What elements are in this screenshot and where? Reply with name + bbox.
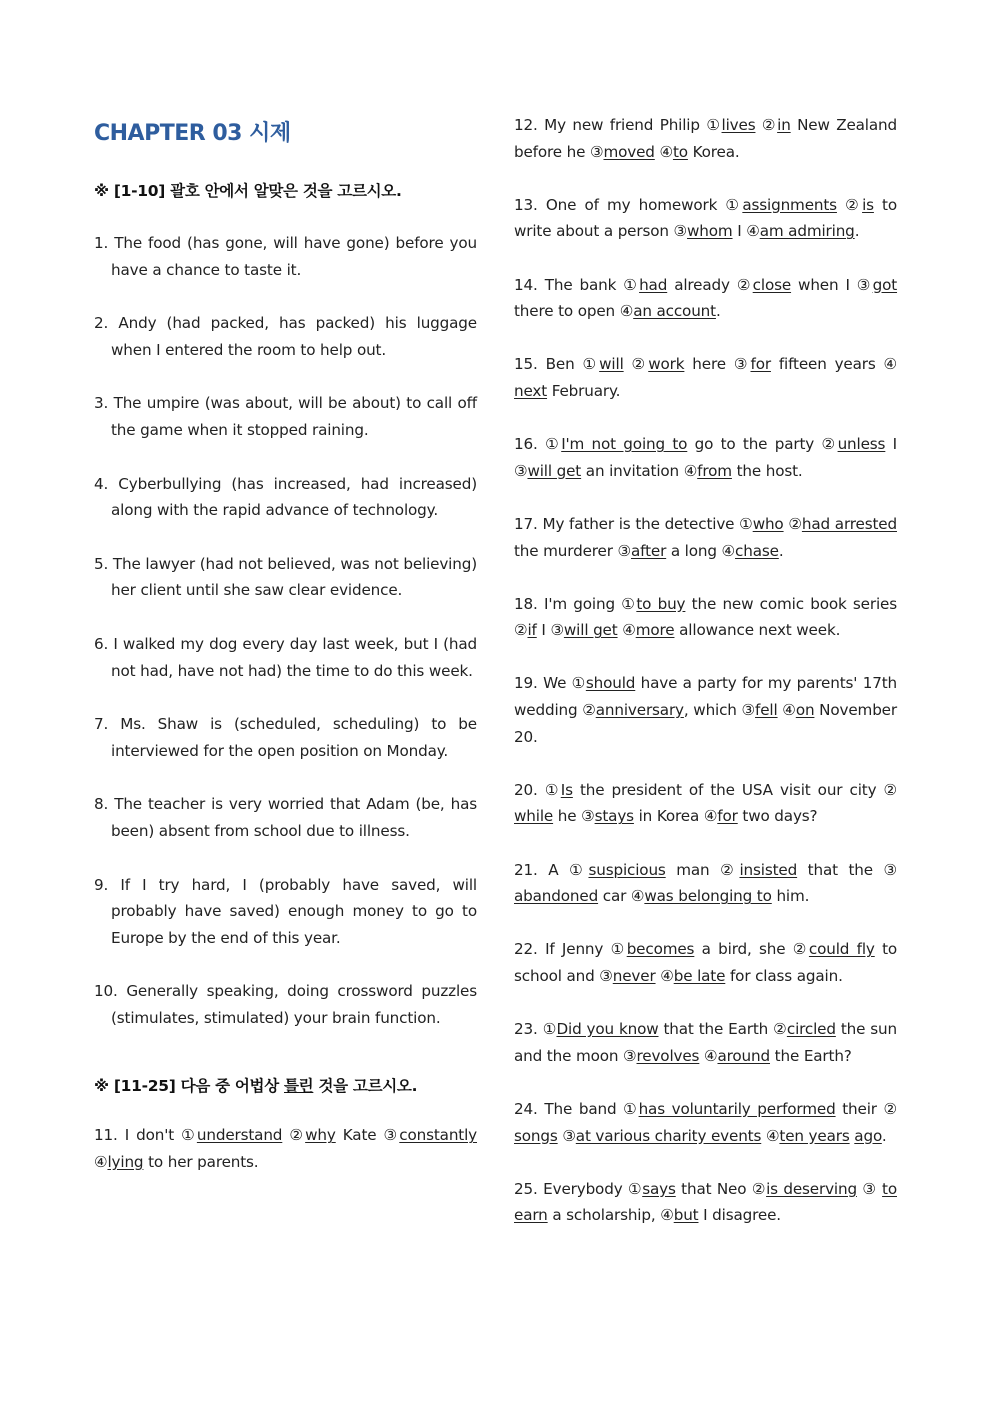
question-text: The food (has gone, will have gone) before you have a chance to taste it. bbox=[111, 234, 477, 279]
underlined-option: constantly bbox=[399, 1126, 478, 1145]
question-text: The lawyer (had not believed, was not believing) her client until she saw clear evidence. bbox=[111, 554, 477, 600]
question-text: Kate bbox=[335, 1126, 384, 1145]
question-item bbox=[514, 1176, 897, 1229]
question-text: I don't bbox=[124, 1126, 182, 1145]
question-item bbox=[94, 711, 477, 764]
underlined-option: got bbox=[872, 275, 898, 294]
question-number: 3. bbox=[94, 394, 109, 413]
question-text: I bbox=[732, 222, 747, 241]
question-text: he bbox=[553, 807, 582, 826]
option-marker: ② bbox=[514, 621, 528, 640]
question-text: that the Earth bbox=[658, 1020, 774, 1039]
option-marker: ④ bbox=[660, 1206, 674, 1225]
option-marker: ④ bbox=[94, 1153, 108, 1172]
section-heading-1-10 bbox=[94, 178, 477, 204]
question-item bbox=[514, 857, 897, 910]
underlined-option: around bbox=[717, 1046, 770, 1065]
question-number: 23. bbox=[514, 1020, 538, 1039]
option-marker: ④ bbox=[660, 967, 674, 985]
question-text: that Neo bbox=[675, 1179, 752, 1198]
option-marker: ① bbox=[545, 435, 562, 454]
question-number: 21. bbox=[514, 860, 538, 879]
question-text: car bbox=[598, 887, 631, 906]
underlined-option: says bbox=[642, 1179, 676, 1198]
question-text: . bbox=[881, 1126, 887, 1145]
question-text: I walked my dog every day last week, but I (had not had, have not had) the time to do this week. bbox=[111, 634, 477, 680]
chapter-title: CHAPTER 03 시제 bbox=[94, 121, 291, 146]
underlined-option: whom bbox=[687, 222, 733, 241]
option-marker: ① bbox=[621, 594, 637, 613]
option-marker: ② bbox=[720, 860, 740, 879]
question-number: 7. bbox=[94, 715, 109, 734]
left-column bbox=[94, 112, 477, 1203]
question-text: Ms. Shaw is (scheduled, scheduling) to be interviewed for the open position on Monday. bbox=[111, 715, 477, 760]
question-text: Ben bbox=[545, 355, 583, 374]
question-item bbox=[514, 192, 897, 245]
option-marker: ② bbox=[792, 940, 809, 959]
question-text: . bbox=[715, 302, 721, 321]
question-text: , which bbox=[683, 701, 742, 720]
option-marker: ② bbox=[631, 355, 649, 374]
option-marker: ① bbox=[610, 940, 627, 959]
option-marker: ③ bbox=[883, 860, 897, 879]
underlined-option: in bbox=[777, 116, 791, 134]
underlined-option: while bbox=[514, 807, 554, 826]
error-question-list-right bbox=[514, 112, 897, 1229]
question-number: 16. bbox=[514, 435, 538, 454]
question-text: the Earth? bbox=[770, 1046, 852, 1065]
underlined-option: for bbox=[750, 355, 771, 374]
question-number: 11. bbox=[94, 1126, 118, 1145]
question-item bbox=[514, 511, 897, 564]
underlined-option: more bbox=[635, 621, 675, 640]
option-marker: ① bbox=[739, 514, 753, 533]
question-text: to write about a person bbox=[514, 195, 898, 241]
question-item bbox=[514, 112, 897, 165]
question-text: there to open bbox=[514, 302, 620, 321]
underlined-option: fell bbox=[755, 701, 778, 720]
underlined-option: has voluntarily performed bbox=[638, 1099, 836, 1118]
option-marker: ④ bbox=[619, 302, 634, 321]
underlined-option: becomes bbox=[626, 940, 695, 959]
underlined-option: an account bbox=[633, 302, 716, 321]
option-marker: ④ bbox=[782, 701, 796, 720]
question-item bbox=[94, 1122, 477, 1175]
question-text: two days? bbox=[737, 807, 818, 826]
question-text: to school and bbox=[514, 940, 898, 985]
error-question-list-left bbox=[94, 1122, 477, 1175]
question-text: The band bbox=[544, 1099, 624, 1118]
question-text: New Zealand before he bbox=[514, 116, 897, 161]
underlined-option: am admiring bbox=[759, 222, 855, 241]
section-instruction-emphasis: 틀린 bbox=[284, 1077, 314, 1096]
question-text: Everybody bbox=[543, 1179, 628, 1198]
underlined-option: understand bbox=[196, 1126, 283, 1145]
underlined-option: unless bbox=[837, 435, 886, 454]
question-item bbox=[514, 591, 897, 644]
question-item bbox=[514, 431, 897, 484]
question-number: 6. bbox=[94, 634, 109, 653]
question-number: 1. bbox=[94, 234, 109, 252]
option-marker: ③ bbox=[856, 275, 873, 294]
question-text: a bird, she bbox=[694, 940, 793, 959]
question-text: If I try hard, I (probably have saved, will probably have saved) enough money to go to Europe by the end of this year. bbox=[111, 875, 477, 947]
question-text: the sun and the moon bbox=[514, 1020, 897, 1065]
question-text: when I bbox=[791, 275, 857, 294]
option-marker: ④ bbox=[883, 355, 898, 374]
underlined-option: anniversary bbox=[595, 701, 684, 720]
underlined-option: who bbox=[752, 514, 784, 533]
underlined-option: Did you know bbox=[556, 1020, 659, 1039]
question-text bbox=[624, 355, 632, 373]
question-text: man bbox=[665, 860, 721, 879]
option-marker: ① bbox=[623, 275, 640, 294]
option-marker: ② bbox=[751, 1179, 767, 1198]
underlined-option: abandoned bbox=[514, 887, 599, 906]
question-item bbox=[514, 936, 897, 989]
question-text: go to the party bbox=[687, 435, 822, 454]
question-text: February. bbox=[547, 381, 621, 400]
option-marker: ③ bbox=[617, 541, 631, 560]
question-item bbox=[514, 1096, 897, 1149]
section-heading-11-25 bbox=[94, 1073, 477, 1099]
underlined-option: is deserving bbox=[766, 1179, 857, 1198]
question-text: their bbox=[835, 1099, 884, 1118]
question-text: an invitation bbox=[581, 461, 684, 480]
section-instruction-end: 것을 고르시오. bbox=[318, 1077, 418, 1096]
underlined-option: stays bbox=[594, 807, 634, 826]
question-number: 4. bbox=[94, 474, 109, 493]
option-marker: ③ bbox=[673, 222, 687, 241]
question-item bbox=[94, 872, 477, 952]
underlined-option: close bbox=[752, 275, 792, 294]
section-instruction: 다음 중 어법상 bbox=[180, 1077, 279, 1096]
option-marker: ② bbox=[821, 435, 838, 454]
choice-question-list bbox=[94, 230, 477, 1031]
question-item bbox=[94, 631, 477, 684]
underlined-option: should bbox=[585, 674, 636, 693]
question-number: 5. bbox=[94, 554, 109, 573]
option-marker: ② bbox=[582, 701, 596, 720]
question-text: Korea. bbox=[687, 142, 740, 161]
underlined-option: work bbox=[648, 355, 685, 374]
option-marker: ④ bbox=[703, 807, 718, 826]
question-number: 8. bbox=[94, 795, 109, 814]
option-marker: ① bbox=[181, 1126, 197, 1145]
underlined-option: be late bbox=[673, 967, 726, 985]
question-text: a long bbox=[666, 541, 722, 560]
section-range: [1-10] bbox=[113, 182, 166, 200]
question-text: I disagree. bbox=[698, 1206, 781, 1225]
underlined-option: had bbox=[639, 275, 668, 294]
question-number: 19. bbox=[514, 674, 538, 693]
question-text: allowance next week. bbox=[674, 621, 841, 640]
option-marker: ① bbox=[627, 1179, 643, 1198]
underlined-option: I'm not going to bbox=[561, 435, 688, 454]
option-marker: ① bbox=[571, 674, 586, 693]
question-number: 18. bbox=[514, 594, 538, 613]
option-marker: ③ bbox=[514, 461, 528, 480]
question-text: . bbox=[854, 222, 860, 241]
question-number: 22. bbox=[514, 940, 538, 959]
question-item bbox=[514, 777, 897, 830]
underlined-option: suspicious bbox=[588, 860, 666, 879]
option-marker: ③ bbox=[733, 355, 751, 374]
question-text: the new comic book series bbox=[685, 594, 897, 613]
question-item bbox=[514, 1016, 897, 1069]
option-marker: ② bbox=[788, 514, 802, 533]
question-number: 9. bbox=[94, 875, 109, 894]
question-text: the president of the USA visit our city bbox=[572, 780, 884, 799]
option-marker: ③ bbox=[862, 1179, 877, 1198]
question-text: The teacher is very worried that Adam (be, has been) absent from school due to illness. bbox=[111, 795, 477, 840]
question-number: 17. bbox=[514, 514, 538, 533]
underlined-option: lives bbox=[721, 116, 756, 134]
option-marker: ④ bbox=[765, 1126, 780, 1145]
question-text: I bbox=[536, 621, 551, 640]
underlined-option: but bbox=[673, 1206, 699, 1225]
section-instruction: 괄호 안에서 알맞은 것을 고르시오. bbox=[170, 182, 402, 200]
question-text: . bbox=[778, 541, 784, 560]
question-item bbox=[514, 351, 897, 404]
option-marker: ④ bbox=[746, 222, 760, 241]
question-text: for class again. bbox=[725, 967, 843, 985]
question-item bbox=[94, 230, 477, 283]
underlined-option: ten years bbox=[779, 1126, 850, 1145]
question-text: have a party for my parents' 17th wedding bbox=[514, 674, 898, 720]
question-text: Cyberbullying (has increased, had increased) along with the rapid advance of technology. bbox=[111, 474, 477, 520]
option-marker: ② bbox=[736, 275, 753, 294]
underlined-option: never bbox=[612, 967, 656, 985]
underlined-option: to earn bbox=[514, 1179, 897, 1225]
option-marker: ② bbox=[289, 1126, 306, 1145]
option-marker: ③ bbox=[599, 967, 613, 985]
question-text: November 20. bbox=[514, 701, 897, 746]
question-text: If Jenny bbox=[545, 940, 611, 959]
underlined-option: to buy bbox=[636, 594, 686, 613]
option-marker: ① bbox=[544, 780, 561, 799]
option-marker: ② bbox=[761, 116, 778, 134]
question-text: I bbox=[885, 435, 898, 454]
option-marker: ③ bbox=[383, 1126, 400, 1145]
question-text: that the bbox=[797, 860, 884, 879]
option-marker: ② bbox=[845, 195, 863, 214]
question-text: I'm going bbox=[544, 594, 622, 613]
underlined-option: from bbox=[697, 461, 732, 480]
right-column bbox=[514, 112, 897, 1256]
question-text: My new friend Philip bbox=[544, 116, 707, 134]
underlined-option: if bbox=[527, 621, 537, 640]
underlined-option: lying bbox=[107, 1153, 144, 1172]
underlined-option: ago bbox=[854, 1126, 882, 1145]
question-item bbox=[94, 471, 477, 524]
option-marker: ① bbox=[725, 195, 743, 214]
question-item bbox=[94, 551, 477, 604]
question-text: A bbox=[548, 860, 570, 879]
question-text: The umpire (was about, will be about) to call off the game when it stopped raining. bbox=[111, 394, 477, 439]
question-text: My father is the detective bbox=[542, 514, 740, 533]
option-marker: ④ bbox=[630, 887, 645, 906]
option-marker: ④ bbox=[622, 621, 636, 640]
underlined-option: will bbox=[599, 355, 624, 374]
option-marker: ① bbox=[542, 1020, 557, 1039]
question-number: 2. bbox=[94, 314, 109, 333]
option-marker: ③ bbox=[562, 1126, 576, 1145]
underlined-option: is bbox=[862, 195, 874, 214]
option-marker: ③ bbox=[550, 621, 564, 640]
option-marker: ① bbox=[582, 355, 600, 374]
underlined-option: at various charity events bbox=[575, 1126, 762, 1145]
question-text: the murderer bbox=[514, 541, 618, 560]
underlined-option: circled bbox=[786, 1020, 836, 1039]
underlined-option: had arrested bbox=[801, 514, 897, 533]
underlined-option: for bbox=[717, 807, 738, 826]
question-item bbox=[514, 670, 897, 750]
option-marker: ③ bbox=[741, 701, 756, 720]
option-marker: ③ bbox=[590, 142, 604, 161]
option-marker: ① bbox=[623, 1099, 639, 1118]
underlined-option: after bbox=[630, 541, 667, 560]
option-marker: ③ bbox=[623, 1046, 637, 1065]
option-marker: ④ bbox=[683, 461, 698, 480]
underlined-option: songs bbox=[514, 1126, 558, 1145]
question-number: 13. bbox=[514, 195, 538, 214]
underlined-option: why bbox=[305, 1126, 336, 1145]
option-marker: ② bbox=[883, 1099, 897, 1118]
question-text: a scholarship, bbox=[547, 1206, 661, 1225]
underlined-option: chase bbox=[735, 541, 779, 560]
question-text: The bank bbox=[544, 275, 624, 294]
section-marker: ※ bbox=[94, 182, 109, 200]
question-number: 15. bbox=[514, 355, 538, 374]
question-number: 10. bbox=[94, 982, 118, 1001]
option-marker: ① bbox=[569, 860, 589, 879]
underlined-option: could fly bbox=[808, 940, 875, 959]
underlined-option: next bbox=[514, 381, 548, 400]
question-text: to her parents. bbox=[143, 1153, 259, 1172]
question-text: already bbox=[667, 275, 737, 294]
section-marker: ※ bbox=[94, 1077, 109, 1096]
question-item bbox=[94, 310, 477, 363]
underlined-option: insisted bbox=[739, 860, 798, 879]
option-marker: ② bbox=[883, 780, 897, 799]
question-number: 24. bbox=[514, 1099, 538, 1118]
underlined-option: assignments bbox=[742, 195, 837, 214]
underlined-option: was belonging to bbox=[644, 887, 772, 906]
question-item bbox=[94, 791, 477, 844]
question-number: 25. bbox=[514, 1179, 538, 1198]
underlined-option: Is bbox=[560, 780, 573, 799]
underlined-option: will get bbox=[527, 461, 582, 480]
question-item bbox=[514, 272, 897, 325]
underlined-option: to bbox=[672, 142, 688, 161]
question-text: fifteen years bbox=[770, 355, 884, 374]
question-text: Generally speaking, doing crossword puzzles (stimulates, stimulated) your brain function. bbox=[111, 982, 477, 1027]
question-number: 14. bbox=[514, 275, 538, 294]
option-marker: ④ bbox=[659, 142, 673, 161]
question-text: in Korea bbox=[633, 807, 704, 826]
underlined-option: will get bbox=[563, 621, 618, 640]
question-text: One of my homework bbox=[545, 195, 726, 214]
section-range: [11-25] bbox=[113, 1077, 176, 1096]
question-text: here bbox=[684, 355, 734, 374]
question-text: We bbox=[543, 674, 572, 693]
option-marker: ④ bbox=[704, 1046, 718, 1065]
question-text: the host. bbox=[731, 461, 803, 480]
option-marker: ④ bbox=[721, 541, 736, 560]
question-text: Andy (had packed, has packed) his luggage when I entered the room to help out. bbox=[111, 314, 477, 359]
underlined-option: moved bbox=[603, 142, 655, 161]
option-marker: ① bbox=[706, 116, 722, 134]
option-marker: ③ bbox=[581, 807, 595, 826]
underlined-option: on bbox=[795, 701, 815, 720]
question-item bbox=[94, 978, 477, 1031]
question-item bbox=[94, 390, 477, 443]
question-text bbox=[837, 196, 845, 214]
question-number: 20. bbox=[514, 780, 538, 799]
option-marker: ② bbox=[773, 1020, 787, 1039]
underlined-option: revolves bbox=[636, 1046, 700, 1065]
question-text: him. bbox=[771, 887, 810, 906]
question-number: 12. bbox=[514, 116, 538, 134]
